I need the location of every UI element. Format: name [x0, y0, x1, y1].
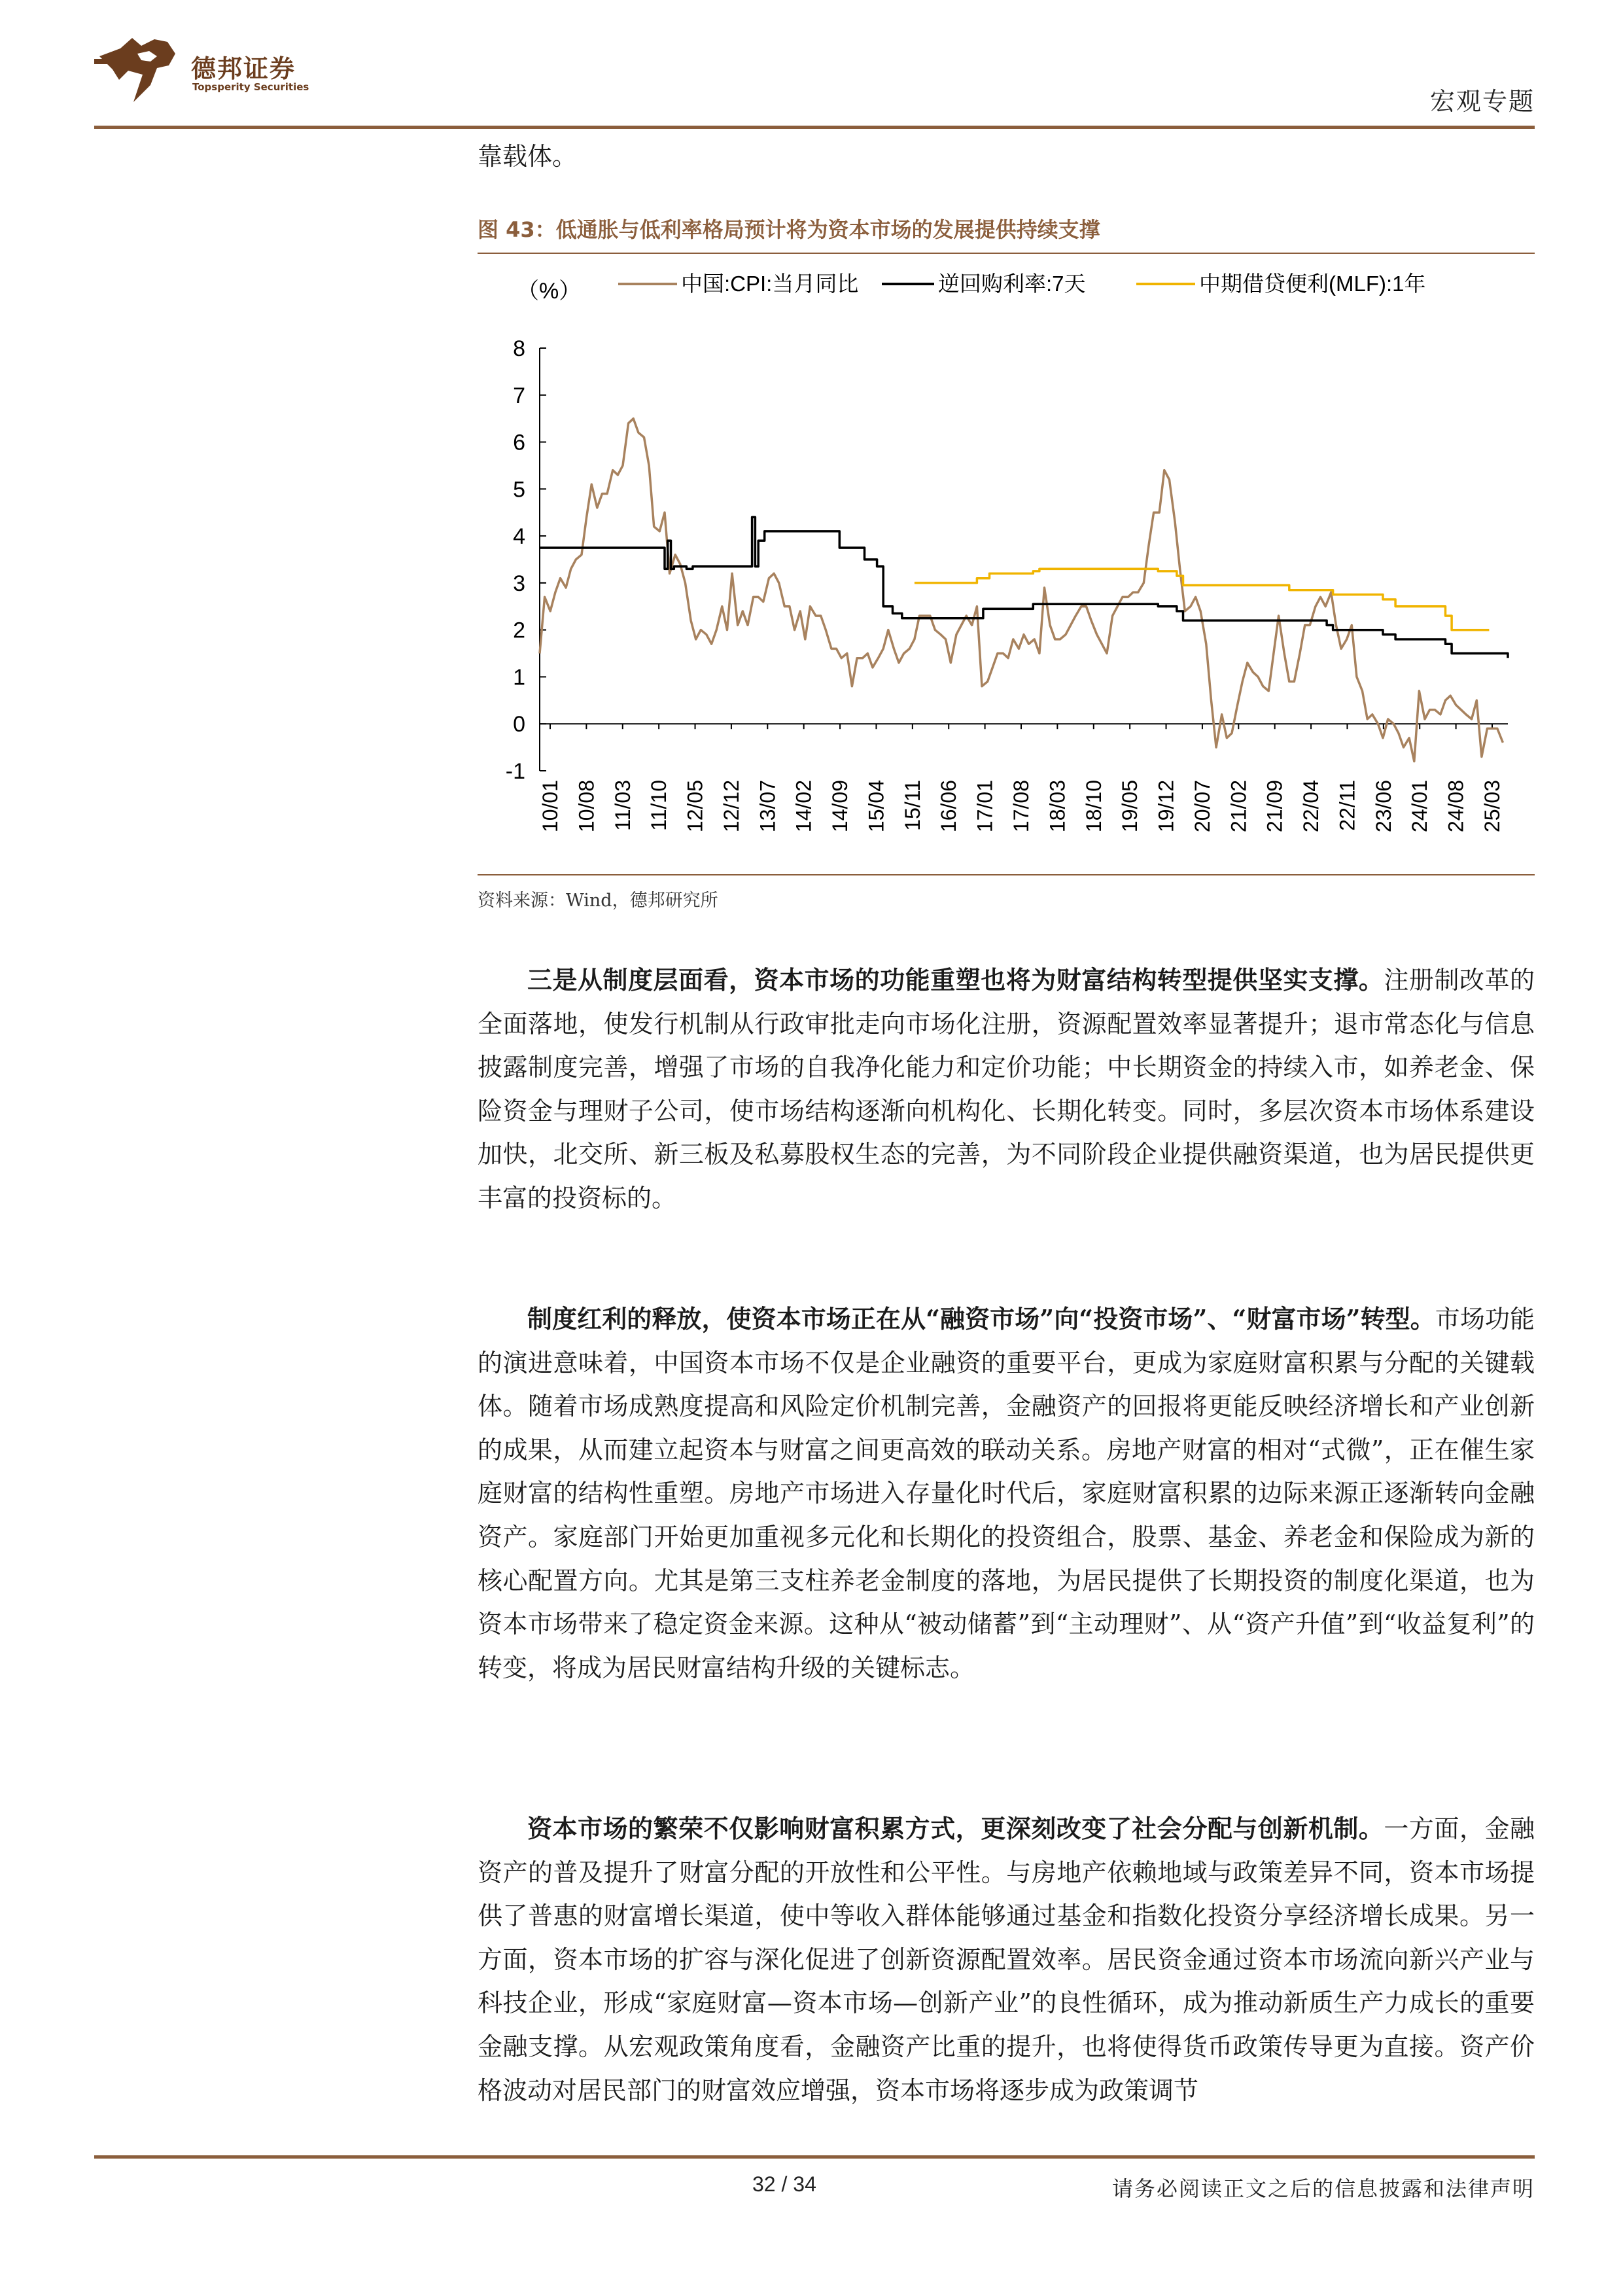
x-tick-label: 11/03 — [610, 780, 635, 831]
y-tick-label: 2 — [513, 618, 525, 643]
page-number: 32 / 34 — [752, 2172, 816, 2196]
paragraph-2-body: 市场功能的演进意味着，中国资本市场不仅是企业融资的重要平台，更成为家庭财富积累与分配的关键载体。随着市场成熟度提高和风险定价机制完善，金融资产的回报将更能反映经济增长和产业创新的成果，从而建立起资本与财富之间更高效的联动关系。房地产财富的相对“式微”，正在催生家庭财富的结构性重塑。房地产市场进入存量化时代后，家庭财富积累的边际来源正逐渐转向金融资产。家庭部门开始更加重视多元化和长期化的投资组合，股票、基金、养老金和保险成为新的核心配置方向。尤其是第三支柱养老金制度的落地，为居民提供了长期投资的制度化渠道，也为资本市场带来了稳定资金来源。这种从“被动储蓄”到“主动理财”、从“资产升值”到“收益复利”的转变，将成为居民财富结构升级的关键标志。 — [478, 1305, 1535, 1682]
x-tick-label: 21/09 — [1263, 780, 1287, 833]
x-tick-label: 24/08 — [1444, 780, 1468, 833]
legend-label-1: 中国:CPI:当月同比 — [681, 272, 859, 296]
y-tick-label: 6 — [513, 430, 525, 455]
brand-name-en: Topsperity Securities — [192, 81, 309, 93]
x-tick-label: 24/01 — [1408, 780, 1432, 833]
cpi-rate-line-chart — [478, 256, 1535, 874]
x-tick-label: 10/01 — [538, 780, 562, 833]
paragraph-3-lead: 资本市场的繁荣不仅影响财富积累方式，更深刻改变了社会分配与创新机制。 — [527, 1814, 1384, 1843]
x-tick-label: 17/08 — [1009, 780, 1033, 833]
y-tick-label: 7 — [513, 383, 525, 408]
x-tick-label: 14/09 — [828, 780, 852, 833]
footer-rule — [94, 2155, 1535, 2159]
y-tick-label: 8 — [513, 336, 525, 361]
x-tick-label: 22/04 — [1299, 780, 1323, 833]
figure-title: 图 43：低通胀与低利率格局预计将为资本市场的发展提供持续支撑 — [478, 217, 1100, 242]
x-tick-label: 19/05 — [1118, 780, 1142, 833]
x-tick-label: 19/12 — [1154, 780, 1178, 833]
y-tick-label: 0 — [513, 712, 525, 737]
paragraph-2-lead: 制度红利的释放，使资本市场正在从“融资市场”向“投资市场”、“财富市场”转型。 — [527, 1304, 1435, 1333]
paragraph-3-body: 一方面，金融资产的普及提升了财富分配的开放性和公平性。与房地产依赖地域与政策差异不同，资本市场提供了普惠的财富增长渠道，使中等收入群体能够通过基金和指数化投资分享经济增长成果。另一方面，资本市场的扩容与深化促进了创新资源配置效率。居民资金通过资本市场流向新兴产业与科技企业，形成“家庭财富—资本市场—创新产业”的良性循环，成为推动新质生产力成长的重要金融支撑。从宏观政策角度看，金融资产比重的提升，也将使得货币政策传导更为直接。资产价格波动对居民部门的财富效应增强，资本市场将逐步成为政策调节 — [478, 1814, 1535, 2105]
y-tick-label: 1 — [513, 665, 525, 690]
figure-source: 资料来源：Wind，德邦研究所 — [478, 891, 718, 911]
page-header — [94, 34, 1535, 131]
chart-series — [540, 419, 1508, 762]
x-tick-label: 12/12 — [719, 780, 743, 833]
footer-disclaimer: 请务必阅读正文之后的信息披露和法律声明 — [1111, 2176, 1535, 2201]
chart-legend — [618, 272, 1426, 296]
header-rule — [94, 126, 1535, 129]
x-axis — [538, 724, 1508, 832]
x-tick-label: 11/10 — [647, 780, 671, 831]
paragraph-1 — [478, 959, 1535, 1220]
figure-top-rule — [478, 253, 1535, 254]
paragraph-1-lead: 三是从制度层面看，资本市场的功能重塑也将为财富结构转型提供坚实支撑。 — [527, 965, 1384, 995]
carried-text: 靠载体。 — [478, 142, 578, 171]
x-tick-label: 13/07 — [756, 780, 780, 833]
x-tick-label: 21/02 — [1227, 780, 1251, 833]
x-tick-label: 12/05 — [683, 780, 707, 833]
x-tick-label: 17/01 — [973, 780, 997, 833]
series-line-1 — [540, 419, 1503, 762]
x-tick-label: 25/03 — [1480, 780, 1504, 833]
legend-label-3: 中期借贷便利(MLF):1年 — [1199, 272, 1426, 296]
x-tick-label: 23/06 — [1371, 780, 1395, 833]
x-tick-label: 18/03 — [1045, 780, 1070, 833]
x-tick-label: 18/10 — [1081, 780, 1106, 833]
y-axis — [506, 336, 546, 784]
brand-name-cn: 德邦证券 — [191, 54, 296, 83]
brand-logo-icon — [94, 34, 186, 106]
y-tick-label: 4 — [513, 524, 525, 550]
x-tick-label: 10/08 — [574, 780, 599, 833]
paragraph-3 — [478, 1807, 1535, 2112]
legend-label-2: 逆回购利率:7天 — [938, 272, 1086, 296]
y-tick-label: 5 — [513, 477, 525, 503]
x-tick-label: 15/04 — [864, 780, 888, 833]
paragraph-2 — [478, 1298, 1535, 1689]
x-tick-label: 14/02 — [792, 780, 816, 833]
y-tick-label: -1 — [505, 759, 525, 784]
x-tick-label: 20/07 — [1190, 780, 1214, 833]
y-tick-label: 3 — [513, 571, 525, 596]
paragraph-1-body: 注册制改革的全面落地，使发行机制从行政审批走向市场化注册，资源配置效率显著提升；退市常态化与信息披露制度完善，增强了市场的自我净化能力和定价功能；中长期资金的持续入市，如养老金、保险资金与理财子公司，使市场结构逐渐向机构化、长期化转变。同时，多层次资本市场体系建设加快，北交所、新三板及私募股权生态的完善，为不同阶段企业提供融资渠道，也为居民提供更丰富的投资标的。 — [478, 966, 1535, 1212]
y-axis-unit-label: （%） — [517, 279, 582, 304]
x-tick-label: 22/11 — [1335, 780, 1359, 831]
x-tick-label: 16/06 — [937, 780, 961, 833]
x-tick-label: 15/11 — [900, 780, 924, 831]
section-label: 宏观专题 — [1429, 87, 1535, 116]
figure-bottom-rule — [478, 874, 1535, 875]
